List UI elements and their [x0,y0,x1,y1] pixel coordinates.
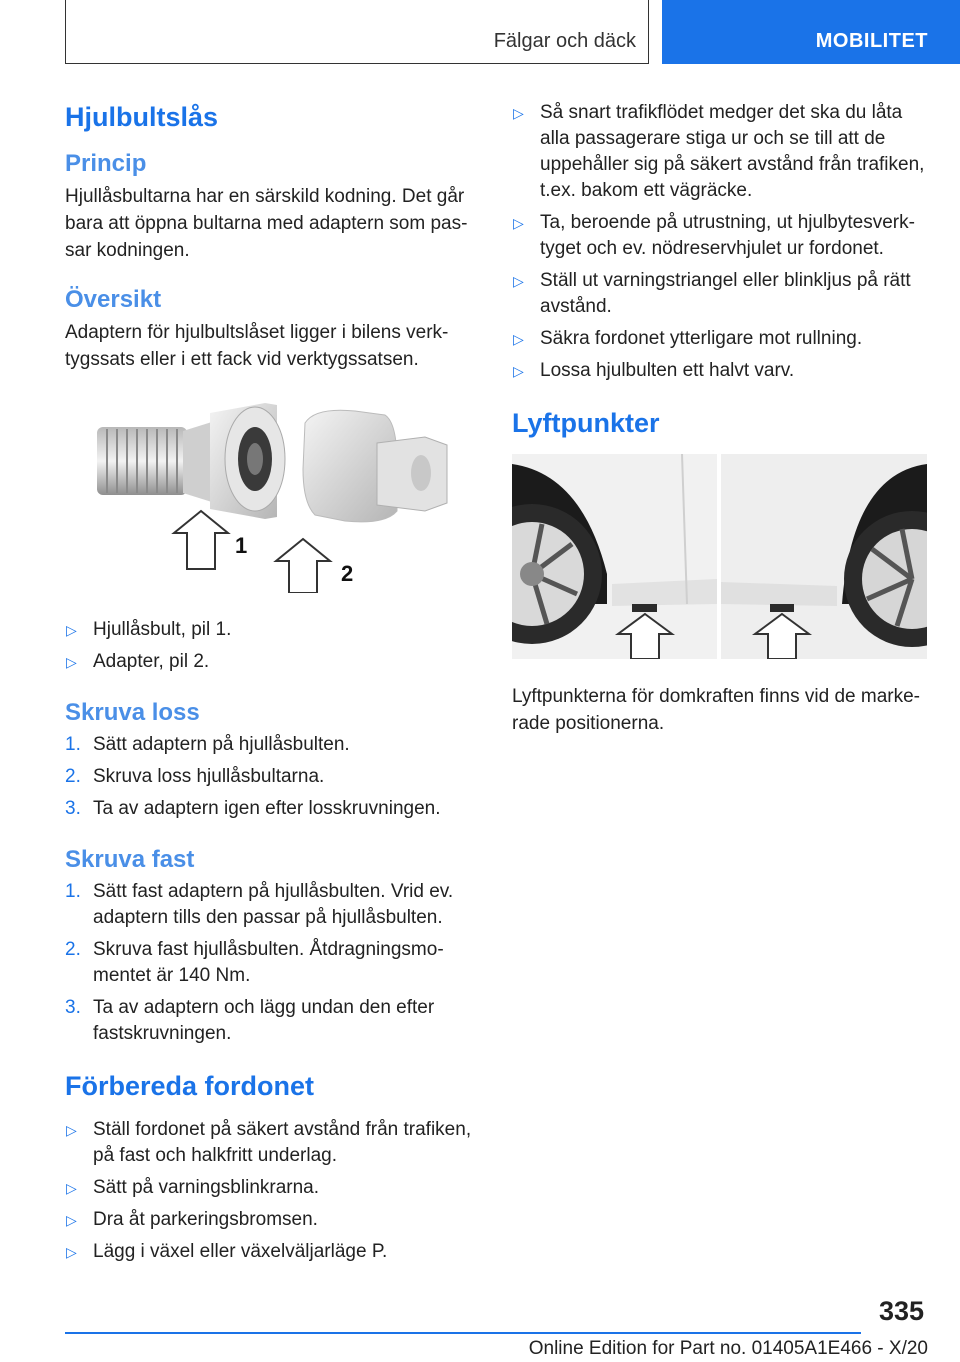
tighten-steps [65,879,475,1047]
bullet-triangle-icon: ▷ [513,363,524,379]
page-title: Hjulbultslås [65,102,219,132]
bullet-triangle-icon: ▷ [513,273,524,289]
list-item: ▷ Så snart trafikflödet medger det ska du låta alla passagerare stiga ur och se till att de uppehåller sig på säkert avstånd från trafiken, t.ex. bakom ett vägräcke. [513,102,925,201]
arrow-1-icon [174,511,228,569]
list-item: 2. Skruva loss hjullåsbultarna. [65,766,325,787]
list-item: ▷ Hjullåsbult, pil 1. [65,617,475,643]
header-frame [65,0,649,64]
list-item: 1. Sätt adaptern på hjullåsbulten. [65,734,350,755]
overview-text: Adaptern för hjulbultslåset ligger i bilens verktygssats eller i ett fack vid verktygssatsen. [65,322,449,370]
list-item: ▷ Ställ ut varningstriangel eller blinkljus på rätt avstånd. [513,270,911,317]
bullet-triangle-icon: ▷ [66,1212,77,1228]
rear-wheel-arch [721,454,927,659]
front-wheel-arch [512,454,717,659]
loosen-heading: Skruva loss [65,699,200,726]
list-item: ▷ Lossa hjulbulten ett halvt varv. [512,358,927,384]
footer-divider [65,1332,861,1334]
bullet-triangle-icon: ▷ [66,1122,77,1138]
lift-points-figure [512,454,927,659]
arrow-label-2: 2 [341,561,354,586]
prepare-list-continued [512,100,927,384]
bullet-triangle-icon: ▷ [513,331,524,347]
list-item: ▷ Säkra fordonet ytterligare mot rullning. [512,326,927,352]
list-item: ▷ Lägg i växel eller växelväljarläge P. [65,1239,475,1265]
bullet-triangle-icon: ▷ [513,105,524,121]
adapter-shape [303,410,447,522]
bullet-triangle-icon: ▷ [66,1180,77,1196]
list-item: 3. Ta av adaptern igen efter losskruvningen. [65,798,441,819]
right-column [512,100,927,757]
principle-heading: Princip [65,150,147,177]
wheel-lock-figure [65,393,475,593]
list-item: 1. Sätt fast adaptern på hjullåsbulten. Vrid ev. adaptern tills den passar på hjullåsbulten. [65,881,454,928]
prepare-title: Förbereda fordonet [65,1071,315,1101]
chapter-tab [662,0,960,64]
lock-bolt-shape [97,403,285,519]
principle-text: Hjullåsbultarna har en särskild kodning. Det går bara att öppna bultarna med adaptern som passar kodningen. [65,186,468,261]
list-item: ▷ Ta, beroende på utrustning, ut hjulbytesverktyget och ev. nödreservhjulet ur fordonet. [513,212,915,259]
overview-heading: Översikt [65,286,162,313]
arrow-2-icon [276,539,330,593]
list-item: ▷ Adapter, pil 2. [65,649,475,675]
lift-points-title: Lyftpunkter [512,408,660,438]
list-item: ▷ Ställ fordonet på säkert avstånd från trafiken, på fast och halkfritt underlag. [66,1119,472,1166]
bullet-triangle-icon: ▷ [513,215,524,231]
loosen-steps [65,732,475,822]
list-item: 3. Ta av adaptern och lägg undan den efter fastskruvningen. [65,997,435,1044]
list-item: ▷ Dra åt parkeringsbromsen. [65,1207,475,1233]
chapter-title: MOBILITET [815,30,928,52]
bullet-triangle-icon: ▷ [66,622,77,638]
page-number: 335 [878,1296,924,1326]
list-item: ▷ Sätt på varningsblinkrarna. [65,1175,475,1201]
bullet-triangle-icon: ▷ [66,1244,77,1260]
lift-points-text: Lyftpunkterna för domkraften finns vid de markerade positionerna. [512,686,920,734]
footer-edition: Online Edition for Part no. 01405A1E466 - X/20 [528,1338,928,1359]
prepare-list [65,1117,475,1265]
tighten-heading: Skruva fast [65,846,195,873]
bullet-triangle-icon: ▷ [66,654,77,670]
section-title: Fälgar och däck [493,30,636,52]
figure-legend [65,617,475,675]
arrow-label-1: 1 [235,533,248,558]
list-item: 2. Skruva fast hjullåsbulten. Åtdragningsmomentet är 140 Nm. [65,939,444,986]
left-column [65,100,475,1287]
